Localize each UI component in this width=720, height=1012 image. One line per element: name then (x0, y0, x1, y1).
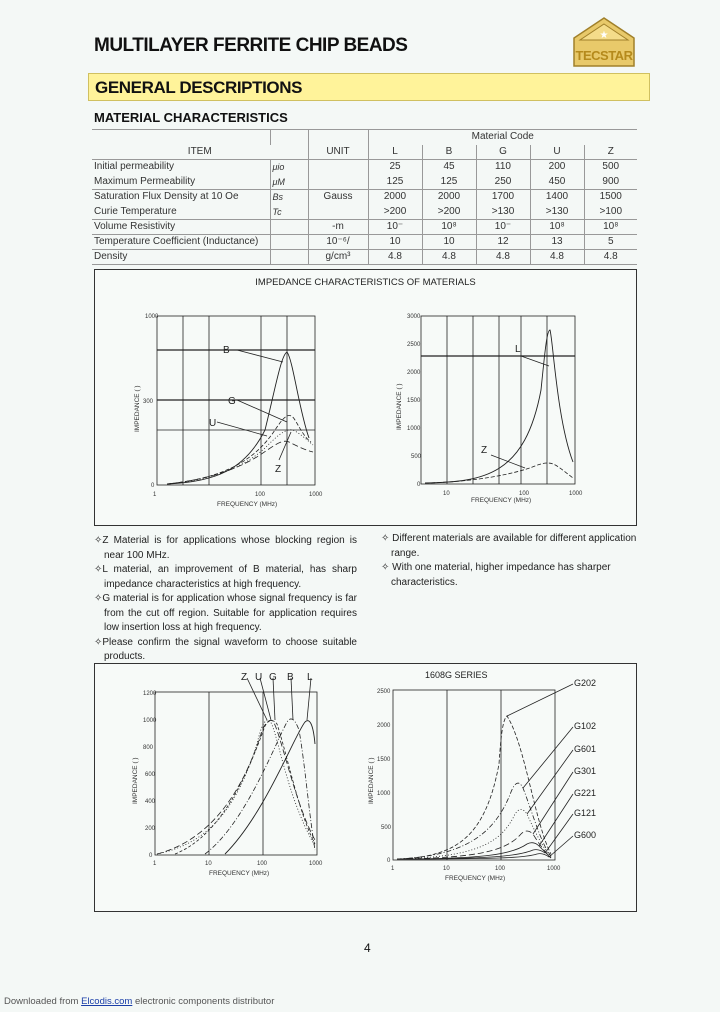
svg-text:1: 1 (153, 861, 157, 867)
left-ylabel: IMPEDANCE ( ) (134, 385, 141, 432)
right2-xlabel: FREQUENCY (MHz) (445, 875, 506, 882)
left-ytick: 1000 (145, 314, 159, 320)
svg-text:1000: 1000 (547, 866, 561, 872)
svg-text:2500: 2500 (407, 342, 421, 348)
svg-text:1000: 1000 (377, 791, 391, 797)
svg-text:3000: 3000 (407, 314, 421, 320)
table-header-row (92, 145, 637, 160)
section-banner (88, 73, 650, 101)
svg-text:1200: 1200 (143, 691, 157, 697)
left-xtick: 1000 (309, 492, 323, 498)
table-corner (92, 130, 270, 145)
curve-label-g600: G600 (574, 830, 597, 840)
curve-label-u: U (209, 418, 217, 429)
right-impedance-chart (421, 316, 575, 484)
left-impedance-chart (157, 316, 315, 485)
notes-right (381, 532, 643, 590)
curve-label-z2: Z (481, 445, 488, 456)
series-title: 1608G SERIES (425, 670, 488, 680)
svg-text:2000: 2000 (407, 370, 421, 376)
svg-text:1000: 1000 (309, 861, 323, 867)
curve-label-g3: G (269, 672, 277, 683)
curve-label-g221: G221 (574, 788, 597, 798)
curve-label-g102: G102 (574, 721, 597, 731)
note-confirm: ✧Please confirm the signal waveform to choose suitable products. (94, 636, 357, 662)
table-row: Volume Resistivity -m 10⁻ 10⁸ 10⁻ 10⁸ 10⁸ (92, 220, 637, 235)
curve-label-z3: Z (241, 672, 248, 683)
table-row: Initial permeability μio 25 45 110 200 500 (92, 160, 637, 175)
left-xtick: 1 (153, 492, 157, 498)
curve-label-g121: G121 (574, 808, 597, 818)
left-ytick: 300 (143, 399, 154, 405)
curve-label-l: L (515, 344, 521, 355)
page-title: MULTILAYER FERRITE CHIP BEADS (94, 35, 408, 56)
col-header-z: Z (584, 145, 637, 160)
notes-left (94, 534, 357, 665)
note-z: ✧Z Material is for applications whose blocking region is near 100 MHz. (94, 535, 357, 561)
svg-text:10: 10 (205, 861, 212, 867)
curve-label-g202: G202 (574, 678, 597, 688)
material-code-header: Material Code (368, 130, 637, 145)
svg-text:10: 10 (443, 866, 450, 872)
note-impedance: ✧ With one material, higher impedance has sharper characteristics. (381, 562, 611, 588)
figure-title: IMPEDANCE CHARACTERISTICS OF MATERIALS (255, 277, 476, 288)
note-g: ✧G material is for application whose signal frequency is far from the cut off region. Suitable for application requires low insertion loss at high frequency. (94, 593, 357, 633)
col-header-unit: UNIT (308, 145, 368, 160)
svg-text:200: 200 (145, 826, 156, 832)
svg-text:0: 0 (417, 482, 421, 488)
col-header-b: B (422, 145, 476, 160)
svg-text:500: 500 (411, 454, 422, 460)
table-row: Density g/cm³ 4.8 4.8 4.8 4.8 4.8 (92, 250, 637, 265)
svg-text:2000: 2000 (377, 723, 391, 729)
left2-xlabel: FREQUENCY (MHz) (209, 870, 270, 877)
curve-label-u3: U (255, 672, 263, 683)
left-material-chart (155, 678, 317, 855)
series-1608g-figure (94, 663, 637, 912)
table-row: Maximum Permeability μM 125 125 250 450 900 (92, 175, 637, 190)
impedance-materials-figure (94, 269, 637, 526)
svg-text:1000: 1000 (407, 426, 421, 432)
svg-text:10: 10 (443, 491, 450, 497)
left2-ylabel: IMPEDANCE ( ) (132, 757, 139, 804)
svg-text:600: 600 (145, 772, 156, 778)
logo-text: TECSTAR (575, 48, 633, 63)
footer-prefix: Downloaded from (4, 996, 82, 1007)
elcodis-link[interactable]: Elcodis.com (81, 996, 133, 1007)
note-materials: ✧ Different materials are available for different application range. (381, 533, 637, 559)
col-header-g: G (476, 145, 530, 160)
page-number: 4 (364, 941, 371, 955)
right2-ylabel: IMPEDANCE ( ) (368, 757, 375, 804)
left-ytick: 0 (151, 483, 155, 489)
svg-text:500: 500 (381, 825, 392, 831)
curve-label-b: B (223, 345, 230, 356)
svg-text:1000: 1000 (143, 718, 157, 724)
right-ylabel: IMPEDANCE ( ) (396, 383, 403, 430)
table-row: Saturation Flux Density at 10 Oe Bs Gauss 2000 2000 1700 1400 1500 (92, 190, 637, 205)
curve-label-g301: G301 (574, 766, 597, 776)
svg-text:1: 1 (391, 866, 395, 872)
right-series-chart (393, 684, 573, 860)
svg-text:0: 0 (387, 858, 391, 864)
col-header-item: ITEM (92, 145, 308, 160)
col-header-l: L (368, 145, 422, 160)
curve-label-z: Z (275, 464, 282, 475)
svg-text:1500: 1500 (407, 398, 421, 404)
svg-text:400: 400 (145, 799, 156, 805)
left-xlabel: FREQUENCY (MHz) (217, 501, 278, 508)
svg-text:0: 0 (149, 853, 153, 859)
section-banner-text: GENERAL DESCRIPTIONS (95, 78, 303, 97)
footer-suffix: electronic components distributor (132, 996, 275, 1007)
svg-text:2500: 2500 (377, 689, 391, 695)
svg-text:100: 100 (257, 861, 268, 867)
svg-text:100: 100 (495, 866, 506, 872)
left-xtick: 100 (255, 492, 266, 498)
svg-text:★: ★ (599, 30, 609, 41)
curve-label-g601: G601 (574, 744, 597, 754)
svg-text:100: 100 (519, 491, 530, 497)
curve-label-l3: L (307, 672, 313, 683)
curve-label-b3: B (287, 672, 294, 683)
tecstar-logo (568, 14, 640, 72)
table-row: Temperature Coefficient (Inductance) 10⁻⁶/ 10 10 12 13 5 (92, 235, 637, 250)
curve-label-g: G (228, 396, 236, 407)
material-table (92, 129, 637, 265)
subsection-title: MATERIAL CHARACTERISTICS (94, 110, 288, 125)
table-row: Curie Temperature Tc >200 >200 >130 >130 >100 (92, 205, 637, 220)
note-l: ✧L material, an improvement of B material, has sharp impedance characteristics at high frequency. (94, 564, 357, 590)
right-xlabel: FREQUENCY (MHz) (471, 497, 532, 504)
col-header-u: U (530, 145, 584, 160)
svg-text:800: 800 (143, 745, 154, 751)
svg-text:1000: 1000 (569, 491, 583, 497)
footer (4, 996, 274, 1007)
svg-text:1500: 1500 (377, 757, 391, 763)
